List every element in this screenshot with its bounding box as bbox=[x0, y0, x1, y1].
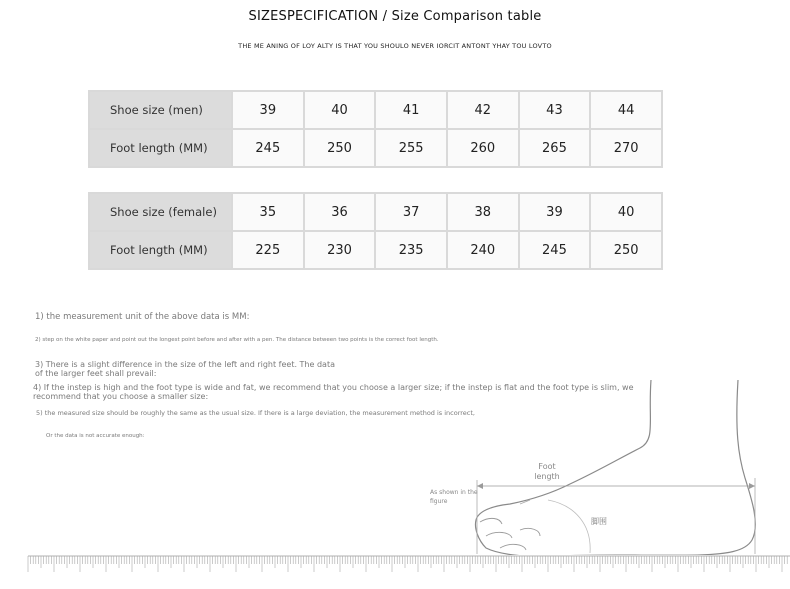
note-item: Or the data is not accurate enough: bbox=[46, 433, 145, 439]
page-title: SIZESPECIFICATION / Size Comparison table bbox=[248, 9, 542, 24]
men-length-cell: 250 bbox=[305, 130, 375, 166]
note-item: 5) the measured size should be roughly the same as the usual size. If there is a large deviation, the measurement method is incorrect, bbox=[36, 409, 475, 417]
circumference-label: 脚围 bbox=[591, 517, 607, 526]
ruler bbox=[0, 555, 790, 575]
men-size-header: Shoe size (men) bbox=[90, 92, 231, 128]
note-item: 1) the measurement unit of the above data is MM: bbox=[35, 312, 250, 322]
women-size-cell: 35 bbox=[233, 194, 303, 230]
women-length-cell: 240 bbox=[448, 232, 518, 268]
women-length-cell: 250 bbox=[591, 232, 661, 268]
arrow-right-icon bbox=[749, 483, 755, 489]
men-size-cell: 39 bbox=[233, 92, 303, 128]
men-length-cell: 270 bbox=[591, 130, 661, 166]
note-item: 2) step on the white paper and point out the longest point before and after with a pen. The distance between two points is the correct foot length. bbox=[35, 337, 439, 343]
women-length-cell: 225 bbox=[233, 232, 303, 268]
men-size-cell: 44 bbox=[591, 92, 661, 128]
as-shown-label bbox=[430, 488, 478, 506]
women-size-cell: 37 bbox=[376, 194, 446, 230]
circumference-arc bbox=[548, 500, 590, 553]
men-length-cell: 265 bbox=[520, 130, 590, 166]
women-size-cell: 38 bbox=[448, 194, 518, 230]
women-size-table bbox=[88, 192, 663, 270]
women-size-cell: 39 bbox=[520, 194, 590, 230]
women-length-cell: 245 bbox=[520, 232, 590, 268]
women-size-header: Shoe size (female) bbox=[90, 194, 231, 230]
foot-outline bbox=[475, 380, 755, 555]
men-length-header: Foot length (MM) bbox=[90, 130, 231, 166]
page-subtitle: THE ME ANING OF LOY ALTY IS THAT YOU SHOULO NEVER IORCIT ANTONT YHAY TOU LOVTO bbox=[238, 42, 552, 50]
table-row bbox=[90, 232, 661, 268]
men-size-table bbox=[88, 90, 663, 168]
men-size-cell: 41 bbox=[376, 92, 446, 128]
table-row bbox=[90, 92, 661, 128]
men-size-cell: 43 bbox=[520, 92, 590, 128]
men-length-cell: 255 bbox=[376, 130, 446, 166]
men-length-cell: 245 bbox=[233, 130, 303, 166]
men-size-cell: 40 bbox=[305, 92, 375, 128]
toe-outline bbox=[480, 518, 540, 550]
foot-length-text: Foot length bbox=[534, 462, 560, 481]
foot-measurement-illustration bbox=[0, 380, 790, 555]
table-row bbox=[90, 130, 661, 166]
men-size-cell: 42 bbox=[448, 92, 518, 128]
note-item: 3) There is a slight difference in the size of the left and right feet. The data of the larger feet shall prevail: bbox=[35, 360, 335, 378]
men-length-cell: 260 bbox=[448, 130, 518, 166]
women-length-cell: 235 bbox=[376, 232, 446, 268]
as-shown-text: As shown in the figure bbox=[430, 489, 478, 505]
women-length-cell: 230 bbox=[305, 232, 375, 268]
women-size-cell: 40 bbox=[591, 194, 661, 230]
foot-length-label bbox=[530, 462, 564, 482]
women-length-header: Foot length (MM) bbox=[90, 232, 231, 268]
note-item: 4) If the instep is high and the foot type is wide and fat, we recommend that you choose a larger size; if the instep is flat and the foot type is slim, we recommend that you choose a smaller size: bbox=[33, 383, 634, 401]
women-size-cell: 36 bbox=[305, 194, 375, 230]
table-row bbox=[90, 194, 661, 230]
